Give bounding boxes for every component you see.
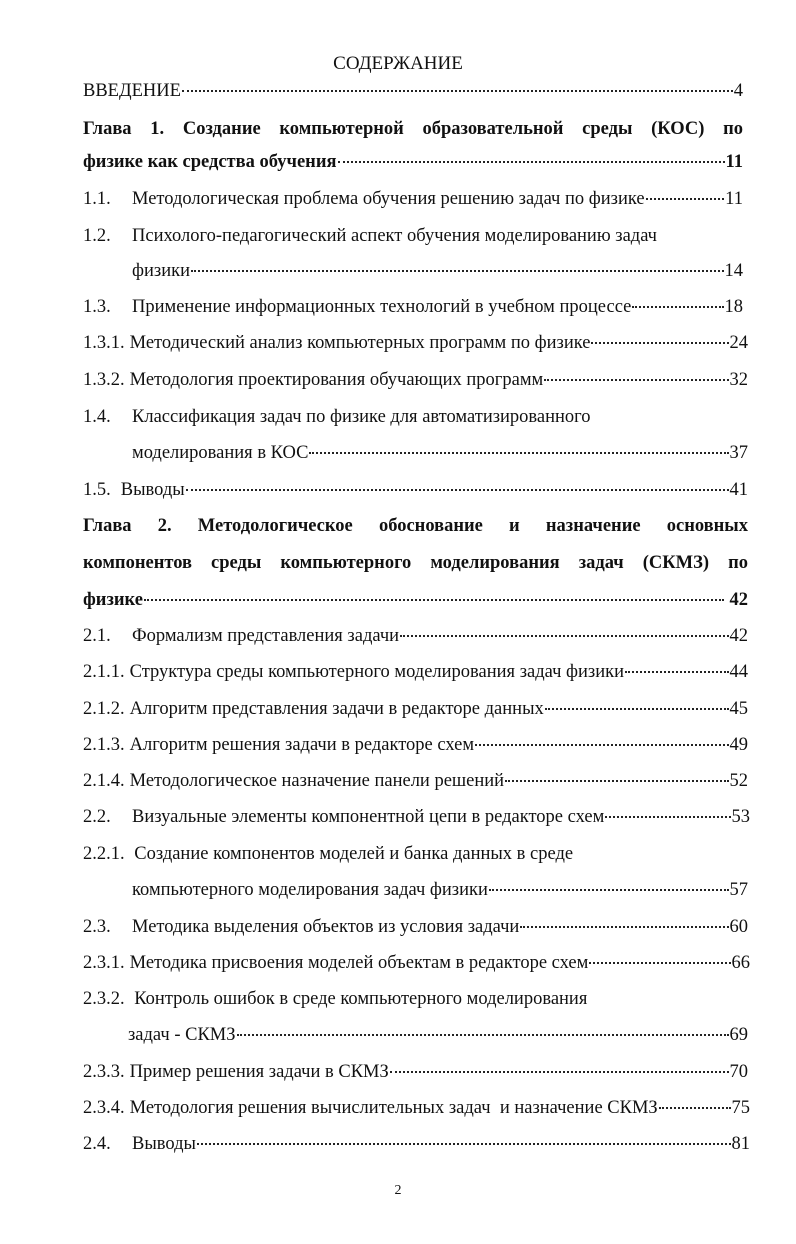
toc-entry-text: Формализм представления задачи bbox=[132, 626, 400, 646]
dot-leader bbox=[475, 744, 728, 746]
toc-section-number: 2.2. bbox=[83, 807, 111, 827]
toc-chapter-2-line-1 bbox=[83, 513, 748, 539]
toc-chapter-1-line-1 bbox=[83, 116, 743, 142]
toc-section-number: 1.3.2. bbox=[83, 370, 125, 390]
toc-entry-text: Глава 2. Методологическое обоснование и назначение основных bbox=[83, 516, 748, 536]
toc-section-number: 2.3.1. bbox=[83, 953, 125, 973]
toc-page-number: 52 bbox=[729, 771, 748, 791]
toc-entry-2-1-1 bbox=[83, 659, 748, 685]
dot-leader bbox=[591, 342, 728, 344]
toc-entry-1-3-1 bbox=[83, 330, 748, 356]
dot-leader bbox=[505, 780, 728, 782]
toc-chapter-2-line-2 bbox=[83, 550, 748, 576]
toc-entry-text: физики bbox=[132, 261, 190, 281]
dot-leader bbox=[646, 198, 725, 200]
toc-entry-text: Методика присвоения моделей объектам в редакторе схем bbox=[129, 953, 589, 973]
dot-leader bbox=[400, 635, 728, 637]
toc-section-number: 1.1. bbox=[83, 189, 111, 209]
toc-page-number: 24 bbox=[729, 333, 748, 353]
toc-page-number: 45 bbox=[729, 699, 748, 719]
toc-entry-1-2-continued bbox=[132, 258, 743, 284]
dot-leader bbox=[605, 816, 730, 818]
toc-entry-2-3-4 bbox=[83, 1095, 750, 1121]
toc-section-number: 2.2.1. bbox=[83, 844, 125, 864]
toc-entry-1-1 bbox=[83, 186, 743, 212]
dot-leader bbox=[489, 889, 729, 891]
toc-section-number: 2.1.2. bbox=[83, 699, 125, 719]
toc-section-number: 2.1.4. bbox=[83, 771, 125, 791]
toc-page-number: 32 bbox=[729, 370, 748, 390]
toc-entry-text: физике как средства обучения bbox=[83, 152, 337, 172]
toc-entry-text: Методологическая проблема обучения решению задач по физике bbox=[132, 189, 645, 209]
toc-entry-text: Структура среды компьютерного моделирования задач физики bbox=[129, 662, 625, 682]
toc-page-number: 42 bbox=[729, 626, 748, 646]
dot-leader bbox=[191, 270, 724, 272]
toc-page-number: 11 bbox=[725, 189, 743, 209]
toc-entry-text: Методология решения вычислительных задач и назначение СКМЗ bbox=[129, 1098, 658, 1118]
toc-chapter-2-line-3 bbox=[83, 587, 748, 613]
page-number: 2 bbox=[394, 1183, 402, 1198]
toc-entry-text: Алгоритм решения задачи в редакторе схем bbox=[129, 735, 475, 755]
dot-leader bbox=[545, 708, 729, 710]
toc-entry-introduction bbox=[83, 78, 743, 104]
toc-section-number: 2.1.3. bbox=[83, 735, 125, 755]
dot-leader bbox=[197, 1143, 731, 1145]
toc-entry-2-3-3 bbox=[83, 1059, 748, 1085]
toc-chapter-1-line-2 bbox=[83, 149, 743, 175]
toc-section-number: 1.3.1. bbox=[83, 333, 125, 353]
toc-entry-text: Методика выделения объектов из условия задачи bbox=[132, 917, 520, 937]
toc-page-number: 66 bbox=[731, 953, 750, 973]
toc-section-number: 2.4. bbox=[83, 1134, 111, 1154]
dot-leader bbox=[338, 161, 725, 163]
toc-entry-text: Визуальные элементы компонентной цепи в редакторе схем bbox=[132, 807, 605, 827]
toc-entry-2-3-2-continued bbox=[128, 1022, 748, 1048]
toc-entry-1-3-2 bbox=[83, 367, 748, 393]
dot-leader bbox=[237, 1034, 729, 1036]
toc-section-number: 2.3. bbox=[83, 917, 111, 937]
toc-page-number: 37 bbox=[729, 443, 748, 463]
toc-section-number: 2.1. bbox=[83, 626, 111, 646]
toc-section-number: 1.4. bbox=[83, 407, 111, 427]
toc-entry-2-2 bbox=[83, 804, 750, 830]
toc-entry-text: физике bbox=[83, 590, 143, 610]
toc-page-number: 14 bbox=[724, 261, 743, 281]
toc-page-number: 53 bbox=[731, 807, 750, 827]
toc-entry-text: Методология проектирования обучающих программ bbox=[129, 370, 544, 390]
toc-entry-1-2 bbox=[83, 223, 743, 249]
toc-entry-2-2-1 bbox=[83, 841, 748, 867]
toc-entry-1-4 bbox=[83, 404, 743, 430]
toc-entry-1-3 bbox=[83, 294, 743, 320]
toc-entry-text: компьютерного моделирования задач физики bbox=[132, 880, 488, 900]
toc-entry-text: компонентов среды компьютерного моделирования задач (СКМЗ) по bbox=[83, 553, 748, 573]
toc-page-number: 11 bbox=[725, 152, 743, 172]
toc-page-number: 69 bbox=[729, 1025, 748, 1045]
toc-section-number: 1.3. bbox=[83, 297, 111, 317]
toc-entry-2-1 bbox=[83, 623, 748, 649]
toc-page-number: 57 bbox=[729, 880, 748, 900]
toc-section-number: 2.1.1. bbox=[83, 662, 125, 682]
toc-section-number: 1.2. bbox=[83, 226, 111, 246]
dot-leader bbox=[182, 90, 733, 92]
toc-entry-text: моделирования в КОС bbox=[132, 443, 309, 463]
toc-page-number: 44 bbox=[729, 662, 748, 682]
toc-entry-text: задач - СКМЗ bbox=[128, 1025, 236, 1045]
dot-leader bbox=[544, 379, 728, 381]
dot-leader bbox=[589, 962, 730, 964]
toc-entry-text: Пример решения задачи в СКМЗ bbox=[129, 1062, 389, 1082]
toc-entry-1-4-continued bbox=[132, 440, 748, 466]
toc-entry-text: Создание компонентов моделей и банка данных в среде bbox=[134, 844, 574, 864]
toc-page-number: 81 bbox=[731, 1134, 750, 1154]
toc-page-number: 49 bbox=[729, 735, 748, 755]
toc-entry-text: Методический анализ компьютерных программ по физике bbox=[129, 333, 591, 353]
toc-entry-2-2-1-continued bbox=[132, 877, 748, 903]
toc-entry-1-5 bbox=[83, 477, 748, 503]
dot-leader bbox=[309, 452, 728, 454]
toc-entry-text: Глава 1. Создание компьютерной образовательной среды (КОС) по bbox=[83, 119, 743, 139]
toc-entry-text: ВВЕДЕНИЕ bbox=[83, 81, 181, 101]
dot-leader bbox=[186, 489, 729, 491]
toc-entry-2-4 bbox=[83, 1131, 750, 1157]
dot-leader bbox=[520, 926, 728, 928]
toc-entry-text: Выводы bbox=[120, 480, 185, 500]
toc-section-number: 1.5. bbox=[83, 480, 111, 500]
toc-entry-2-1-3 bbox=[83, 732, 748, 758]
toc-entry-text: Применение информационных технологий в учебном процессе bbox=[132, 297, 632, 317]
toc-title: СОДЕРЖАНИЕ bbox=[333, 53, 463, 74]
toc-entry-2-3 bbox=[83, 914, 748, 940]
toc-entry-text: Методологическое назначение панели решений bbox=[129, 771, 505, 791]
toc-page-number: 41 bbox=[729, 480, 748, 500]
toc-entry-2-3-2 bbox=[83, 986, 748, 1012]
dot-leader bbox=[632, 306, 723, 308]
toc-page-number: 60 bbox=[729, 917, 748, 937]
toc-entry-2-1-4 bbox=[83, 768, 748, 794]
dot-leader bbox=[659, 1107, 731, 1109]
dot-leader bbox=[144, 599, 724, 601]
toc-page-number: 75 bbox=[731, 1098, 750, 1118]
toc-entry-text: Алгоритм представления задачи в редакторе данных bbox=[129, 699, 544, 719]
toc-entry-text: Психолого-педагогический аспект обучения моделированию задач bbox=[132, 226, 657, 246]
dot-leader bbox=[390, 1071, 729, 1073]
dot-leader bbox=[625, 671, 728, 673]
toc-page-number: 70 bbox=[729, 1062, 748, 1082]
toc-entry-text: Выводы bbox=[132, 1134, 196, 1154]
toc-entry-2-1-2 bbox=[83, 696, 748, 722]
toc-entry-text: Классификация задач по физике для автоматизированного bbox=[132, 407, 591, 427]
toc-section-number: 2.3.2. bbox=[83, 989, 125, 1009]
toc-section-number: 2.3.3. bbox=[83, 1062, 125, 1082]
toc-page-number: 42 bbox=[729, 590, 748, 610]
toc-page-number: 18 bbox=[724, 297, 743, 317]
toc-page-number: 4 bbox=[733, 81, 743, 101]
toc-entry-2-3-1 bbox=[83, 950, 750, 976]
toc-entry-text: Контроль ошибок в среде компьютерного моделирования bbox=[134, 989, 588, 1009]
toc-section-number: 2.3.4. bbox=[83, 1098, 125, 1118]
